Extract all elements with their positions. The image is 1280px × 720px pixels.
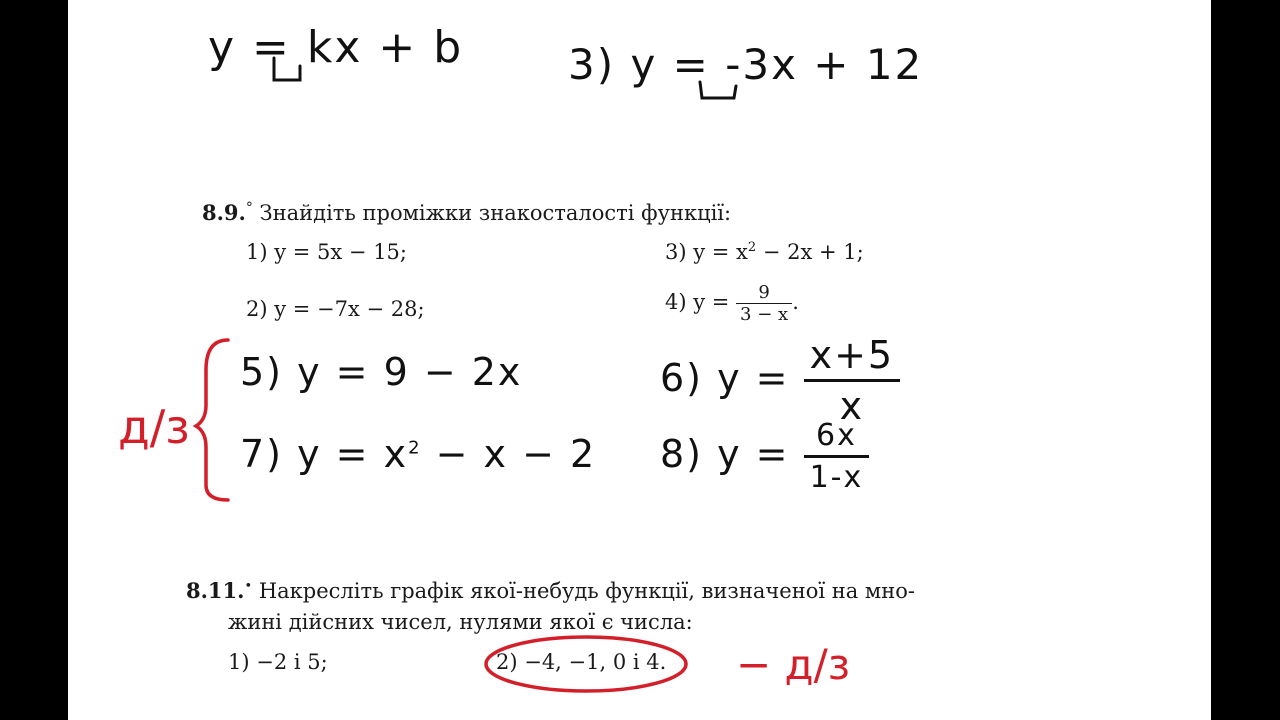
item-4-denominator: 3 − x <box>740 304 789 325</box>
red-brace <box>196 340 228 500</box>
item-8-label: 8) y = <box>660 432 804 476</box>
k-box-stroke <box>274 58 300 80</box>
task-8-11-text-1: Накресліть графік якої-небудь функції, визначеної на мно- <box>258 579 916 603</box>
item-7-base: 7) y = x <box>240 432 409 476</box>
item-4-label: 4) y = <box>665 290 737 314</box>
task-8-9-number: 8.9. <box>202 200 246 225</box>
item-8-numerator: 6x <box>804 418 870 458</box>
task-8-9-marker: ° <box>245 200 253 216</box>
task-8-9-item-1: 1) y = 5x − 15; <box>246 240 407 264</box>
handwritten-general-form: y = kx + b <box>208 22 464 73</box>
item-6-label: 6) y = <box>660 356 804 400</box>
task-8-11-option-2: 2) −4, −1, 0 і 4. <box>496 650 667 674</box>
pen-strokes <box>68 0 1211 720</box>
task-8-9-title: Знайдіть проміжки знакосталості функції: <box>259 201 732 225</box>
task-8-11-marker: • <box>244 579 253 594</box>
item-3-base: 3) y = x <box>665 240 748 264</box>
task-8-9-item-2: 2) y = −7x − 28; <box>246 297 425 321</box>
item-3-rest: − 2x + 1; <box>756 240 864 264</box>
item-7-rest: − x − 2 <box>421 432 597 476</box>
task-8-11-line-2: жині дійсних чисел, нулями якої є числа: <box>228 610 693 634</box>
item-6-numerator: x+5 <box>804 333 901 382</box>
item-4-end: . <box>792 290 799 314</box>
homework-mark-right: − д/з <box>736 640 851 689</box>
minus3-box-stroke <box>700 82 736 98</box>
item-8-denominator: 1-x <box>809 460 864 495</box>
item-7-exponent: 2 <box>408 437 422 459</box>
red-oval-option-2 <box>486 637 686 691</box>
homework-mark-left: д/з <box>118 400 190 454</box>
task-8-11-number: 8.11. <box>186 578 245 603</box>
item-3-exponent: 2 <box>747 240 757 255</box>
item-4-numerator: 9 <box>736 282 792 304</box>
handwritten-example-3: 3) y = -3x + 12 <box>568 40 924 89</box>
textbook-page <box>68 0 1211 720</box>
task-8-11-option-1: 1) −2 і 5; <box>228 650 328 674</box>
item-6-denominator: x <box>839 384 865 428</box>
handwritten-item-5: 5) y = 9 − 2x <box>240 350 523 394</box>
